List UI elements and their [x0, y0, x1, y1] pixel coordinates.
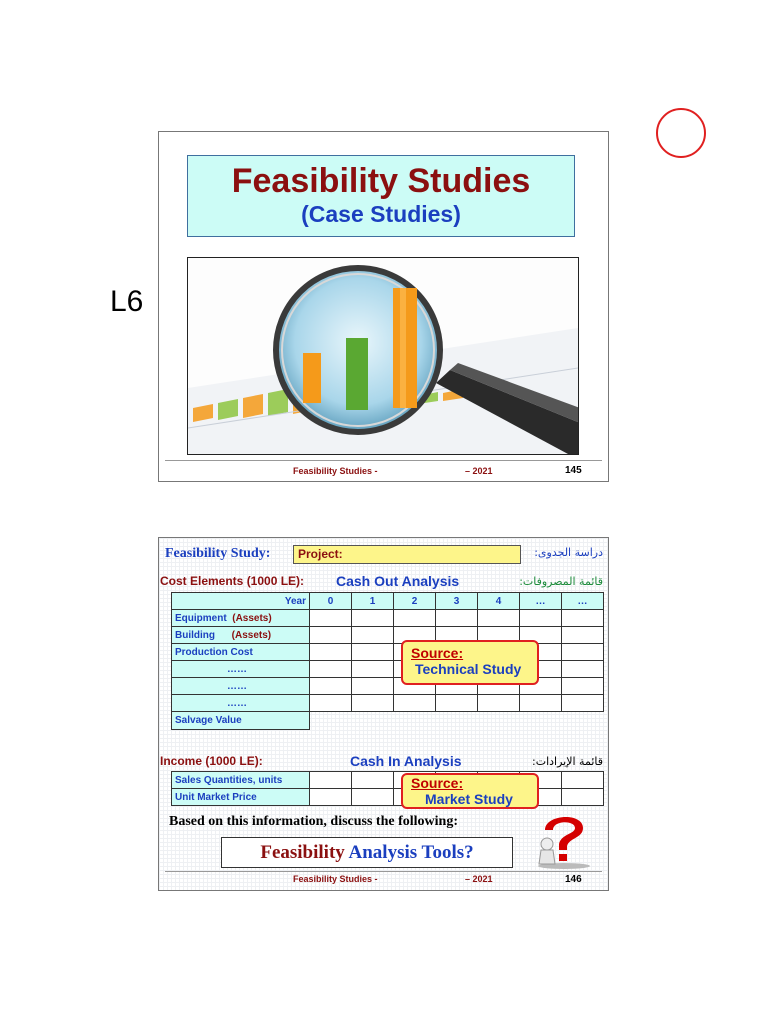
row-name: Equipment [175, 612, 227, 624]
discuss-prompt: Based on this information, discuss the following: [169, 814, 458, 829]
income-row-label: Sales Quantities, units [172, 772, 310, 789]
arabic-costs-label: قائمة المصروفات: [519, 575, 603, 588]
income-row-label: Unit Market Price [172, 789, 310, 806]
lesson-label: L6 [110, 285, 144, 318]
source-label: Source: [411, 645, 464, 661]
year-col: 0 [310, 593, 352, 610]
cost-row-label [172, 661, 310, 678]
cash-in-table [171, 771, 604, 806]
table-row [172, 610, 604, 627]
red-circle-annotation [656, 108, 706, 158]
footer-course: Feasibility Studies - [293, 466, 378, 476]
year-header: Year [172, 593, 310, 610]
cost-row-label [172, 695, 310, 712]
source-value: Technical Study [415, 661, 522, 677]
year-col: 2 [394, 593, 436, 610]
row-tag: (Assets) [231, 629, 272, 641]
title-box [187, 155, 575, 237]
row-tag: (Assets) [232, 612, 272, 624]
year-col: 4 [478, 593, 520, 610]
arabic-income-label: قائمة الإيرادات: [532, 755, 603, 768]
footer-divider [165, 871, 602, 872]
arabic-study-label: دراسة الجدوى: [534, 546, 603, 559]
year-col: … [520, 593, 562, 610]
table-row [172, 695, 604, 712]
income-label: Income (1000 LE): [160, 754, 263, 768]
source-technical-box [401, 640, 539, 685]
cost-elements-label: Cost Elements (1000 LE): [160, 574, 305, 588]
cost-row-label: Salvage Value [172, 712, 310, 730]
source-value: Market Study [425, 791, 513, 807]
row-name: …… [227, 680, 247, 692]
slide-subtitle: (Case Studies) [301, 201, 461, 227]
analysis-tools-box [221, 837, 513, 868]
table-row [172, 627, 604, 644]
row-name: …… [227, 697, 247, 709]
row-name: …… [227, 663, 247, 675]
year-col: 1 [352, 593, 394, 610]
question-figure-icon [531, 808, 597, 870]
year-col: … [562, 593, 604, 610]
cash-in-title: Cash In Analysis [350, 753, 462, 769]
slide-146 [158, 537, 609, 891]
source-label: Source: [411, 775, 464, 791]
slide-title: Feasibility Studies [231, 162, 531, 200]
year-col: 3 [436, 593, 478, 610]
slide-145 [158, 131, 609, 482]
footer-year: – 2021 [465, 874, 493, 884]
table-row [172, 712, 604, 730]
cash-out-table [171, 592, 604, 730]
footer-course: Feasibility Studies - [293, 874, 378, 884]
page-number: 146 [565, 874, 582, 885]
footer-year: – 2021 [465, 466, 493, 476]
source-market-box [401, 773, 539, 809]
cost-row-label [172, 627, 310, 644]
row-name: Building [175, 629, 215, 641]
tools-word-feasibility: Feasibility [260, 842, 345, 863]
project-field: Project: [293, 545, 521, 564]
footer-divider [165, 460, 602, 461]
feasibility-study-label: Feasibility Study: [165, 546, 271, 561]
cost-row-label: Production Cost [172, 644, 310, 661]
page-number: 145 [565, 465, 582, 476]
tools-word-analysis: Analysis Tools? [348, 842, 474, 863]
cost-row-label [172, 678, 310, 695]
magnifier-chart-illustration [187, 257, 579, 455]
cost-row-label [172, 610, 310, 627]
table-header-row [172, 593, 604, 610]
cash-out-title: Cash Out Analysis [336, 573, 460, 589]
